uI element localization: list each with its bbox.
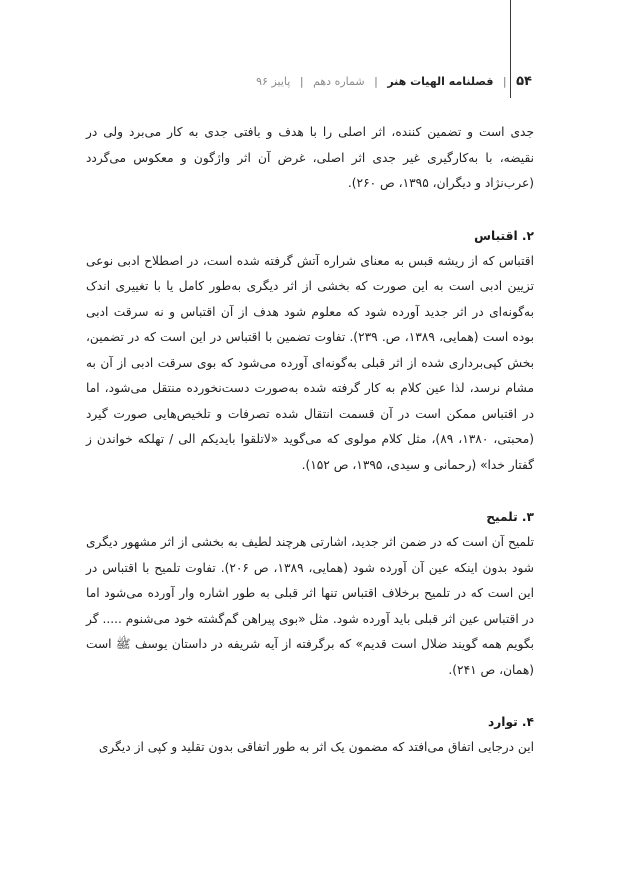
page-body	[86, 120, 534, 761]
header-separator: |	[299, 75, 304, 88]
section-paragraph-iqtibas: اقتباس که از ریشه قبس به معنای شراره آتش گرفته شده است، در اصطلاح ادبی نوعی تزیین ادبی است به این صورت که بخشی از اثر دیگری به‌طور کامل یا با تغییری اندک به‌گونه‌ای در اثر جدید آورده شود که معلوم شود هدف از آن اقتباس و نه سرقت ادبی بوده است (همایی، ۱۳۸۹، ص. ۲۳۹). تفاوت تضمین با اقتباس در این است که در تضمین، بخش کپی‌برداری شده از اثر قبلی به‌گونه‌ای آورده می‌شود که بوی سرقت ادبی از آن به مشام نرسد، لذا عین کلام به کار گرفته شده به‌صورت دست‌نخورده منتقل می‌شود، اما در اقتباس ممکن است در آن قسمت انتقال شده تصرفات و تلخیص‌هایی صورت گیرد (محبتی، ۱۳۸۰، ۸۹)، مثل کلام مولوی که می‌گوید «لاتلقوا بایدیکم الی / تهلکه خواندن ز گفتار خدا» (رحمانی و سیدی، ۱۳۹۵، ص ۱۵۲).	[86, 253, 534, 472]
intro-paragraph: جدی است و تضمین کننده، اثر اصلی را با هدف و بافتی جدی به کار می‌برد ولی در نقیضه، با به‌کارگیری غیر جدی اثر اصلی، غرض آن اثر واژگون و معکوس می‌گردد (عرب‌نژاد و دیگران، ۱۳۹۵، ص ۲۶۰).	[86, 125, 534, 190]
section-paragraph-tavarod: این درجایی اتفاق می‌افتد که مضمون یک اثر به طور اتفاقی بدون تقلید و کپی از دیگری	[98, 740, 534, 754]
section-paragraph-talmih: تلمیح آن است که در ضمن اثر جدید، اشارتی هرچند لطیف به بخشی از اثر مشهور دیگری شود بدون اینکه عین آن آورده شود (همایی، ۱۳۸۹، ص ۲۰۶). تفاوت تلمیح با اقتباس در این است که در تلمیح برخلاف اقتباس تنها اثر قبلی به طور اشاره وار آورده می‌شود اما در اقتباس عین اثر قبلی باید آورده شود. مثل «بوی پیراهن گم‌گشته خود می‌شنوم ..... گر بگویم همه گویند ضلال است قدیم» که برگرفته از آیه شریفه در داستان یوسف ﷺ است (همان، ص ۲۴۱).	[86, 535, 534, 677]
section-heading-talmih: ۳. تلمیح	[486, 510, 534, 524]
section-heading-iqtibas: ۲. اقتباس	[474, 228, 534, 243]
season-label: پاییز ۹۶	[256, 75, 291, 88]
issue-label: شماره دهم	[313, 75, 365, 88]
header-separator: |	[374, 75, 378, 88]
page-number: ۵۴	[516, 74, 532, 89]
section-heading-tavarod: ۴. توارد	[488, 715, 534, 729]
journal-title: فصلنامه الهیات هنر	[387, 75, 494, 88]
running-header	[240, 74, 532, 96]
header-separator: |	[502, 75, 507, 88]
